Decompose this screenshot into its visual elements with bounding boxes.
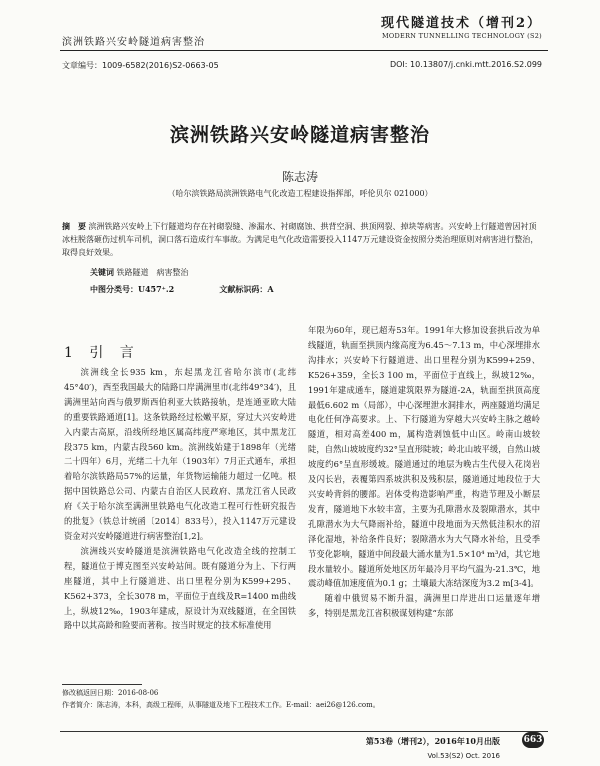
journal-name: 现代隧道技术（增刊2） bbox=[380, 16, 542, 31]
classification bbox=[90, 284, 274, 295]
paragraph: 随着中俄贸易不断升温，满洲里口岸进出口运量逐年增多，特别是黑龙江省积极谋划构建“东部 bbox=[308, 593, 540, 619]
footnote-rule bbox=[62, 684, 142, 685]
abstract-text: 滨洲铁路兴安岭上下行隧道均存在衬砌裂缝、渗漏水、衬砌腐蚀、拱背空洞、拱顶网裂、掉块等病害。兴安岭上行隧道曾因衬顶冰柱脱落砸伤过机车司机，洞口落石造成行车事故。为满足电气化改造需要投入1147万元建设资金按照分类治理原则对病害进行整治，取得良好效果。 bbox=[62, 222, 539, 257]
keywords-text: 铁路隧道 病害整治 bbox=[116, 268, 189, 277]
doi[interactable]: DOI: 10.13807/j.cnki.mtt.2016.S2.099 bbox=[389, 60, 542, 69]
volume-line: Vol.53(S2) Oct. 2016 bbox=[427, 752, 500, 760]
page-number: 663 bbox=[522, 732, 544, 748]
journal-english-name: MODERN TUNNELLING TECHNOLOGY (S2) bbox=[381, 32, 542, 40]
keywords bbox=[90, 267, 189, 278]
running-title: 滨洲铁路兴安岭隧道病害整治 bbox=[62, 37, 205, 48]
issue-info: 第53卷（增刊2），2016年10月出版 bbox=[365, 736, 500, 746]
paragraph: 滨洲线兴安岭隧道是滨洲铁路电气化改造全线的控制工程，隧道位于博克图至兴安岭站间。既有隧道分为上、下行两座隧道，其中上行隧道进、出口里程分别为K599+295、K562+373，全长3078 m，平面位于直线及R=1400 m曲线上，纵坡12‰，1903年建成，原设计为双线隧道，在全国铁路中以其高龄和险要而著称。按当时规定的技术标准使用 bbox=[64, 545, 296, 631]
keywords-label: 关键词 bbox=[90, 267, 114, 277]
author: 陈志涛 bbox=[281, 170, 318, 184]
section-heading-introduction: 1 引 言 bbox=[64, 345, 140, 361]
paper-title: 滨洲铁路兴安岭隧道病害整治 bbox=[169, 124, 430, 146]
footer-rule bbox=[60, 731, 548, 732]
article-number: 文章编号：1009-6582(2016)S2-0663-05 bbox=[62, 61, 219, 70]
doc-code-label: 文献标识码： bbox=[219, 284, 268, 294]
author-bio: 作者简介：陈志涛，本科，高级工程师，从事隧道及地下工程技术工作。E-mail：aei26@126.com。 bbox=[62, 701, 380, 709]
paragraph: 年限为60年，现已超寿53年。1991年大修加设套拱后改为单线隧道，轨面至拱顶内缘高度为6.45～7.13 m，中心深埋排水沟排水；兴安岭下行隧道进、出口里程分别为K599+259、K526+359，全长3 100 m，平面位于直线上，纵坡12‰，1991年建成通车，隧道建筑限界为隧道-2A，轨面至拱顶高度最低6.602 m（局部），中心深埋泄水洞排水，两座隧道均满足电化任何净高要求。上、下行隧道为穿越大兴安岭主脉之越岭隧道，相对高差400 m，属构造剥蚀低中山区。岭南山坡较陡，自然山坡坡度约32°呈直形陡坡；岭北山坡平缓，自然山坡坡度约6°呈直形缓坡。隧道通过的地层为晚古生代侵入花岗岩及闪长岩，表覆第四系坡洪积及残积层，隧道通过地段位于大兴安岭背斜的腰部。岩体受构造影响严重，构造节理及小断层发育，隧道地下水较丰富，主要为孔隙潜水及裂隙潜水，其中孔隙潜水为大气降雨补给，隧道中段地面为天然低洼积水的沼泽化湿地，补给条件良好；裂隙潜水为大气降水补给，且受季节变化影响，隧道中间段最大涌水量为1.5×10⁴ m³/d，其它地段水量较小。隧道所处地区历年最冷月平均气温为-21.3℃，地震动峰值加速度值为0.1 g；土壤最大冻结深度为3.2 m[3-4]。 bbox=[308, 325, 540, 589]
affiliation: （哈尔滨铁路局滨洲铁路电气化改造工程建设指挥部，呼伦贝尔 021000） bbox=[167, 189, 433, 198]
doc-code-value: A bbox=[267, 284, 274, 294]
received-date: 修改稿返回日期：2016-08-06 bbox=[62, 689, 159, 697]
right-column bbox=[308, 323, 540, 621]
abstract bbox=[62, 220, 542, 259]
left-column bbox=[64, 365, 296, 633]
clc-value: U457⁺.2 bbox=[138, 284, 175, 294]
header-rule bbox=[60, 50, 548, 51]
abstract-label: 摘 要 bbox=[62, 221, 86, 231]
clc-label: 中图分类号： bbox=[90, 284, 138, 294]
paragraph: 滨洲线全长935 km，东起黑龙江省哈尔滨市(北纬45°40′)，西至我国最大的陆路口岸满洲里市(北纬49°34′)，且满洲里站向西与俄罗斯西伯利亚大铁路接轨，是连通亚欧大陆的重要铁路通道[1]。这条铁路经过松嫩平原，穿过大兴安岭进入内蒙古高原，沿线所经地区属高纬度严寒地区，其中黑龙江段375 km，内蒙古段560 km。滨洲线始建于1898年（光绪二十四年）6月，光绪二十九年（1903年）7月正式通车，承担着哈尔滨铁路局57%的运量，年货物运输能力超过一亿吨。根据中国铁路总公司、内蒙古自治区人民政府、黑龙江省人民政府《关于哈尔滨至满洲里铁路电气化改造工程可行性研究报告的批复》（铁总计统函〔2014〕833号），投入1147万元建设资金对兴安岭隧道进行病害整治[1,2]。 bbox=[64, 367, 296, 541]
